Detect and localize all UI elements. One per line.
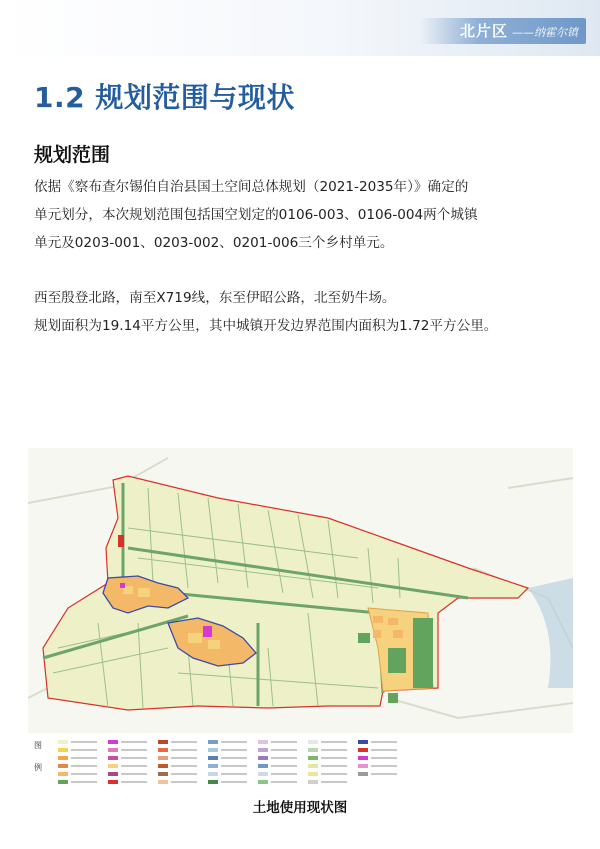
paragraph-boundary <box>34 284 579 340</box>
east-forest <box>413 618 433 688</box>
text-line: 规划面积为19.14平方公里，其中城镇开发边界范围内面积为1.72平方公里。 <box>34 318 498 334</box>
text-line: 依据《察布查尔锡伯自治县国土空间总体规划（2021-2035年）》确定的 <box>34 179 469 195</box>
text-line: 西至殷登北路，南至X719线，东至伊昭公路，北至奶牛场。 <box>34 290 396 306</box>
header-town: ——纳霍尔镇 <box>512 26 578 39</box>
public-facility <box>203 626 212 637</box>
legend-label-bottom: 例 <box>34 763 42 772</box>
text-line: 单元划分，本次规划范围包括国空划定的0106-003、0106-004两个城镇 <box>34 207 478 223</box>
text-line: 单元及0203-001、0203-002、0201-006三个乡村单元。 <box>34 235 394 251</box>
map-caption: 土地使用现状图 <box>252 800 348 816</box>
header-tag <box>420 18 586 44</box>
paragraph-scope <box>34 173 579 257</box>
red-parcel <box>118 535 124 547</box>
land-use-map <box>28 448 573 788</box>
magenta-parcel <box>120 583 125 588</box>
section-title: 1.2 规划范围与现状 <box>34 81 295 114</box>
header-region: 北片区 <box>459 22 508 40</box>
legend-label-top: 图 <box>34 741 42 750</box>
sub-title: 规划范围 <box>34 144 111 166</box>
land-use-map-svg <box>28 448 573 788</box>
